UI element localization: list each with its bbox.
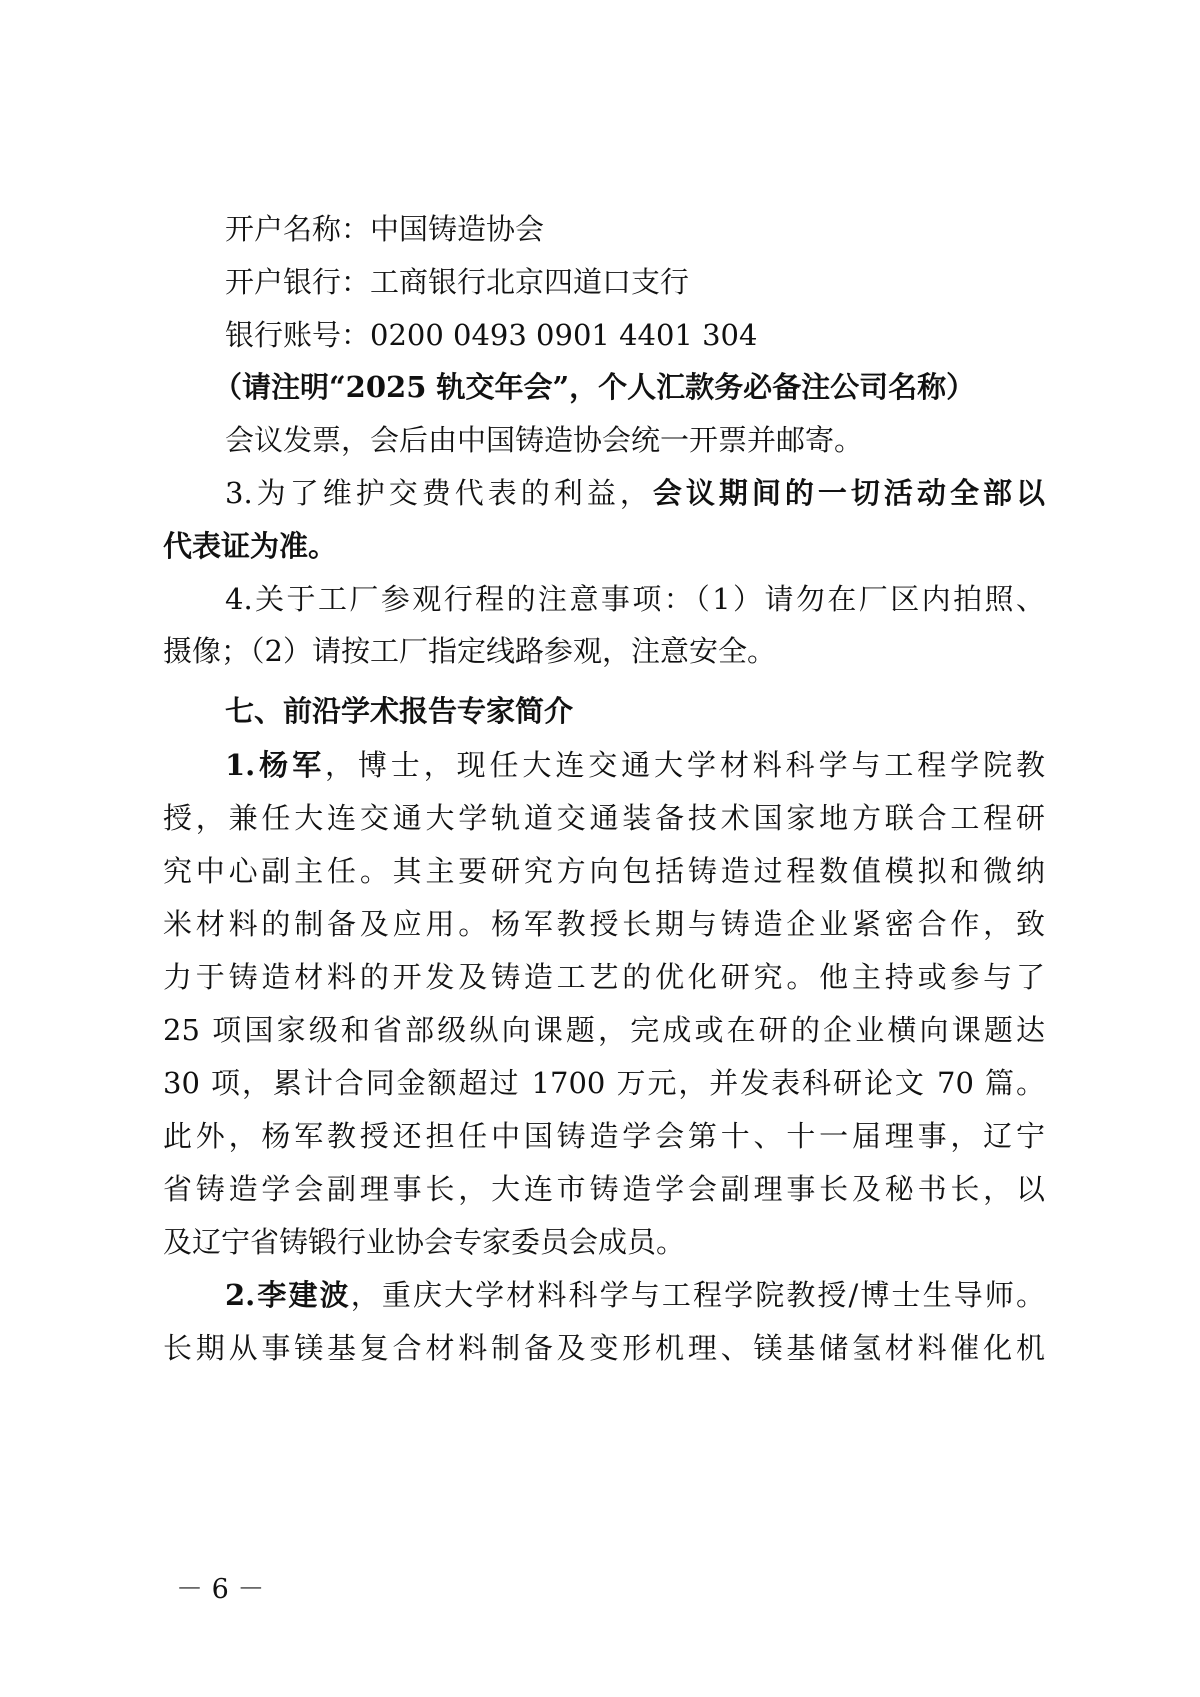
expert-1-line-1 [0,745,1045,785]
expert-1-line-9: 省铸造学会副理事长，大连市铸造学会副理事长及秘书长，以 [163,1172,1045,1206]
notice-item-4-line-1: 4.关于工厂参观行程的注意事项：（1）请勿在厂区内拍照、 [225,582,1045,616]
expert-2-line-2: 长期从事镁基复合材料制备及变形机理、镁基储氢材料催化机 [163,1331,1045,1365]
expert-2-name: 2.李建波 [225,1278,351,1312]
expert-1-line-7: 30 项，累计合同金额超过 1700 万元，并发表科研论文 70 篇。 [163,1066,1045,1100]
expert-2-text: ，重庆大学材料科学与工程学院教授/博士生导师。 [350,1278,1045,1312]
expert-1-line-2: 授，兼任大连交通大学轨道交通装备技术国家地方联合工程研 [163,801,1045,835]
expert-2-line-1 [0,1275,1045,1315]
expert-1-line-5: 力于铸造材料的开发及铸造工艺的优化研究。他主持或参与了 [163,960,1045,994]
notice-item-3-line-1 [0,473,1045,513]
expert-1-line-3: 究中心副主任。其主要研究方向包括铸造过程数值模拟和微纳 [163,854,1045,888]
expert-1-line-6: 25 项国家级和省部级纵向课题，完成或在研的企业横向课题达 [163,1013,1045,1047]
account-name-line: 开户名称：中国铸造协会 [225,212,545,246]
page-number: － 6 － [176,1574,265,1605]
bank-name-line: 开户银行：工商银行北京四道口支行 [225,265,690,299]
notice-item-4-line-2: 摄像；（2）请按工厂指定线路参观，注意安全。 [163,634,776,668]
expert-1-line-10: 及辽宁省铸锻行业协会专家委员会成员。 [163,1225,686,1259]
remittance-remark: （请注明“2025 轨交年会”，个人汇款务必备注公司名称） [213,370,976,404]
expert-1-line-4: 米材料的制备及应用。杨军教授长期与铸造企业紧密合作，致 [163,907,1045,941]
section-heading: 七、前沿学术报告专家简介 [225,694,574,728]
invoice-note: 会议发票，会后由中国铸造协会统一开票并邮寄。 [225,423,864,457]
notice-item-3-emphasis: 会议期间的一切活动全部以 [652,476,1045,510]
expert-1-name: 1.杨军 [225,748,325,782]
expert-1-line-8: 此外，杨军教授还担任中国铸造学会第十、十一届理事，辽宁 [163,1119,1045,1153]
notice-item-3-text: 3.为了维护交费代表的利益， [225,476,653,510]
notice-item-3-line-2: 代表证为准。 [163,529,338,563]
expert-1-text: ，博士，现任大连交通大学材料科学与工程学院教 [325,748,1045,782]
account-number-line: 银行账号：0200 0493 0901 4401 304 [225,318,758,352]
